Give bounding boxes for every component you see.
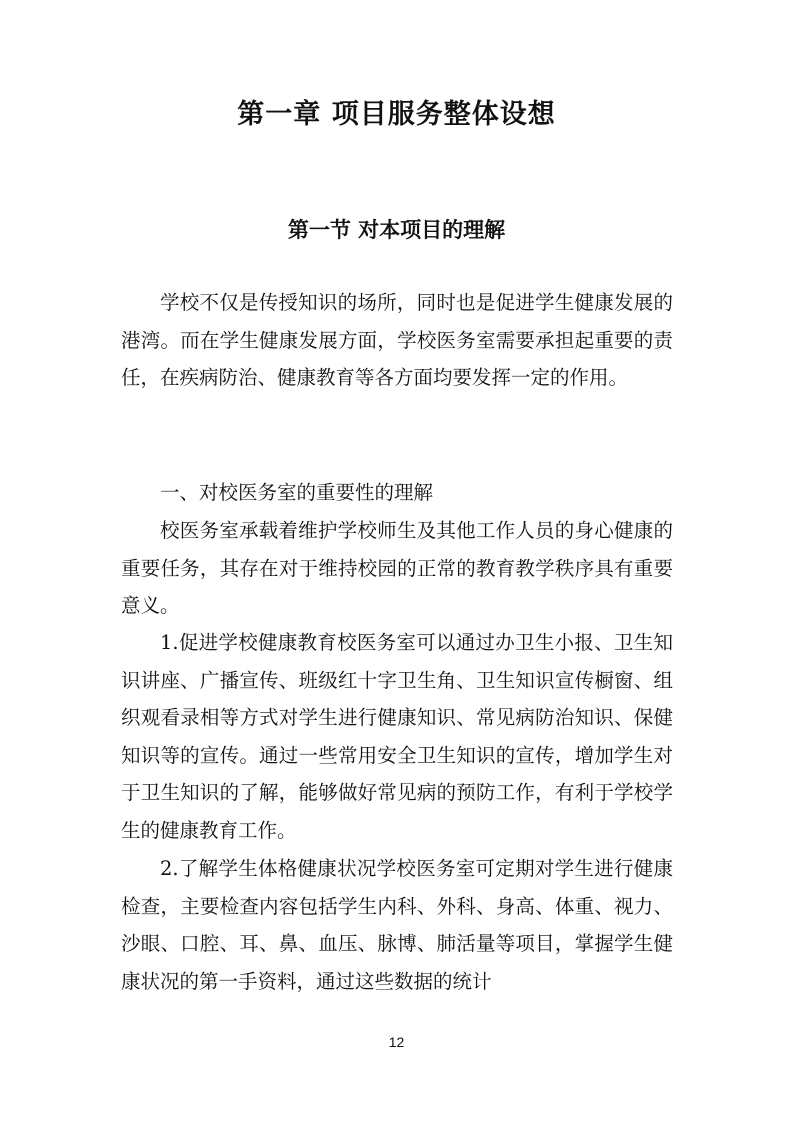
subheading-importance: 一、对校医务室的重要性的理解 [160,481,434,504]
intro-paragraph: 学校不仅是传授知识的场所，同时也是促进学生健康发展的港湾。而在学生健康发展方面，学校医务室需要承担起重要的责任，在疾病防治、健康教育等各方面均要发挥一定的作用。 [121,291,673,390]
section-title: 第一节 对本项目的理解 [287,218,506,242]
page-number: 12 [388,1034,405,1050]
chapter-title: 第一章 项目服务整体设想 [237,99,556,130]
importance-paragraph: 校医务室承载着维护学校师生及其他工作人员的身心健康的重要任务，其存在对于维持校园的正常的教育教学秩序具有重要意义。 [121,519,673,618]
list-item-physical-checkup: 2.了解学生体格健康状况学校医务室可定期对学生进行健康检查，主要检查内容包括学生内科、外科、身高、体重、视力、沙眼、口腔、耳、鼻、血压、脉博、肺活量等项目，掌握学生健康状况的第一手资料，通过这些数据的统计 [121,857,673,993]
list-item-health-education: 1.促进学校健康教育校医务室可以通过办卫生小报、卫生知识讲座、广播宣传、班级红十字卫生角、卫生知识宣传橱窗、组织观看录相等方式对学生进行健康知识、常见病防治知识、保健知识等的宣传。通过一些常用安全卫生知识的宣传，增加学生对于卫生知识的了解，能够做好常见病的预防工作，有利于学校学生的健康教育工作。 [121,631,673,842]
